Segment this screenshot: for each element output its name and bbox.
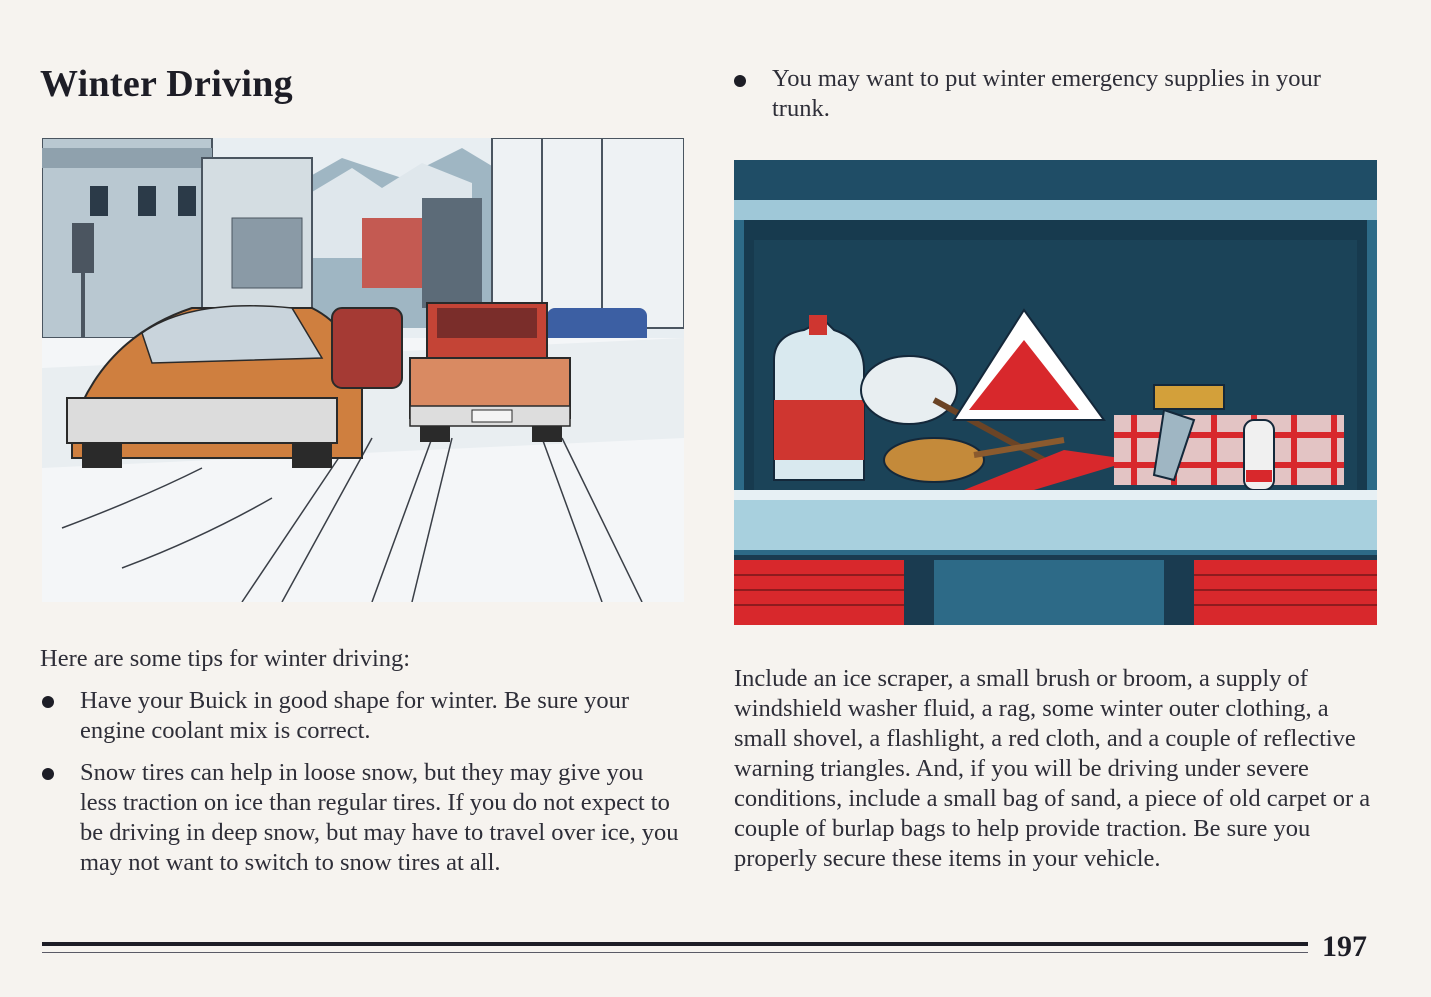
supplies-paragraph: Include an ice scraper, a small brush or broom, a supply of windshield washer fluid, a rag, some winter outer clothing, a small shovel, a flashlight, a red cloth, and a couple of reflective warning triangles. And, if you will be driving under severe conditions, include a small bag of sand, a piece of old carpet or a couple of burlap bags to help provide traction. Be sure you properly secure these items in your vehicle. (734, 665, 1371, 872)
footer-rule (42, 942, 1308, 946)
winter-street-illustration (42, 138, 684, 602)
bullet-dot-icon (42, 768, 54, 780)
page-number: 197 (1322, 930, 1367, 963)
trunk-supplies-text: You may want to put winter emergency supplies in your trunk. (772, 65, 1321, 122)
tip-text: Snow tires can help in loose snow, but they may give you less traction on ice than regular tires. If you do not expect to be driving in deep snow, but may have to travel over ice, you may not want to switch to snow tires at all. (80, 759, 679, 876)
list-item (40, 758, 680, 878)
bullet-dot-icon (734, 75, 746, 87)
bullet-dot-icon (42, 696, 54, 708)
winter-tips-list (40, 686, 680, 890)
trunk-supplies-bullet (734, 64, 1354, 124)
list-item (40, 686, 680, 746)
page-title: Winter Driving (40, 63, 293, 105)
winter-tips-intro: Here are some tips for winter driving: (40, 645, 411, 672)
tip-text: Have your Buick in good shape for winter. Be sure your engine coolant mix is correct. (80, 687, 630, 744)
trunk-supplies-illustration (734, 160, 1377, 625)
footer-rule-thin (42, 952, 1308, 953)
